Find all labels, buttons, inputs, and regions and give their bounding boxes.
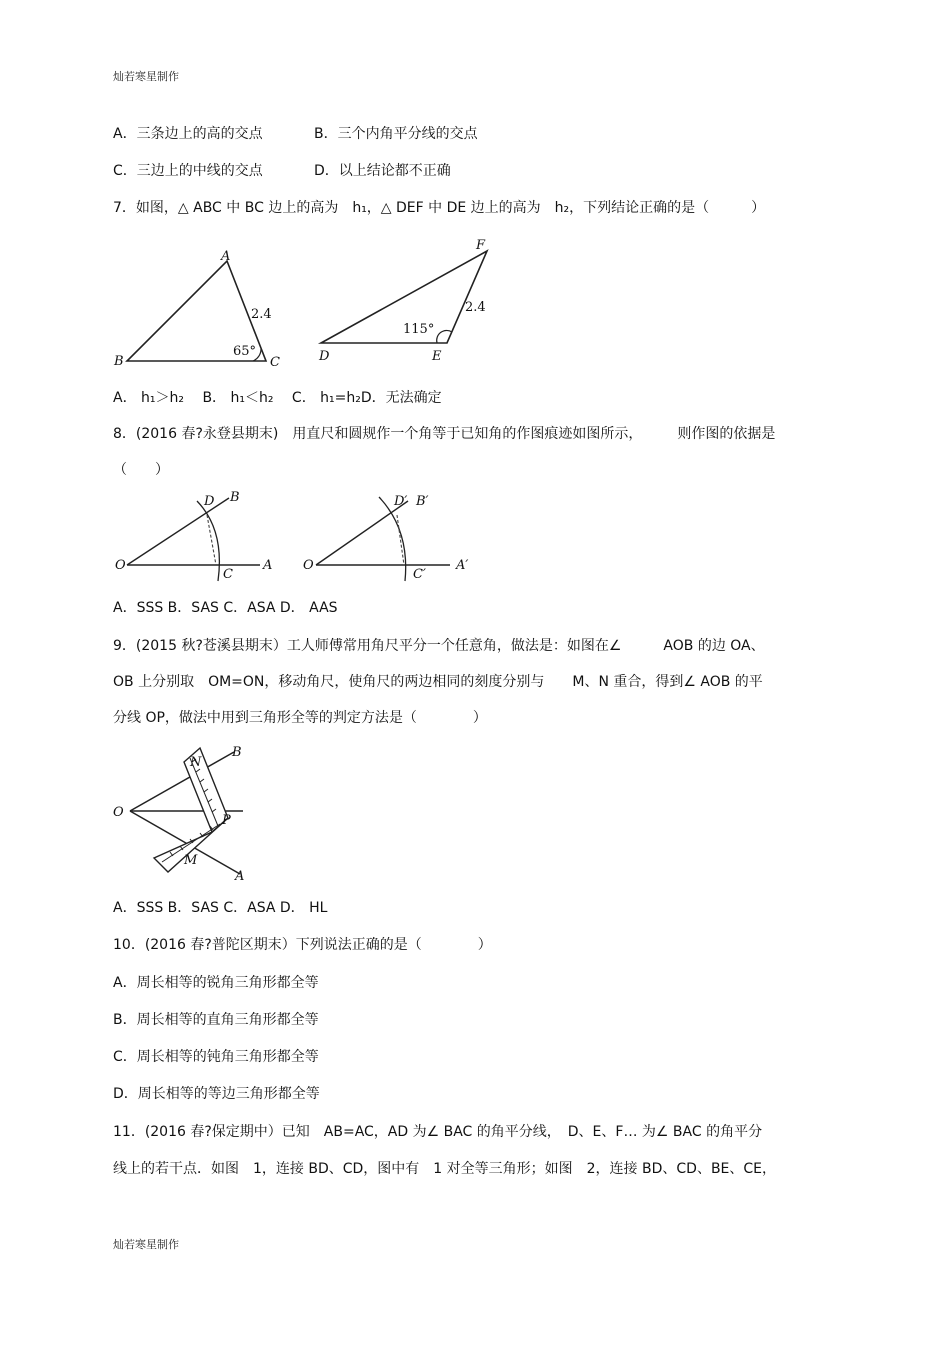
- q8-stem-line1: 8．(2016 春?永登县期末) 用直尺和圆规作一个角等于已知角的作图痕迹如图所示， 则作图的依据是: [113, 426, 776, 442]
- q8-label-o-prime: O: [303, 558, 314, 573]
- q7-label-d: D: [319, 349, 330, 364]
- q10-stem: 10．(2016 春?普陀区期末）下列说法正确的是（ ）: [113, 937, 492, 953]
- q6-option-a: A．三条边上的高的交点: [113, 126, 263, 142]
- q7-side-ef: 2.4: [465, 300, 486, 315]
- q9-label-m: M: [184, 853, 198, 868]
- q9-label-b: B: [232, 745, 242, 760]
- q10-option-a: A．周长相等的锐角三角形都全等: [113, 975, 319, 991]
- q7-label-f: F: [476, 238, 486, 253]
- q8-figure-copy: [300, 485, 490, 585]
- q7-stem: 7．如图，△ ABC 中 BC 边上的高为 h₁，△ DEF 中 DE 边上的高为 h₂，下列结论正确的是（ ）: [113, 200, 766, 216]
- q9-stem-line1: 9．(2015 秋?苍溪县期末）工人师傅常用角尺平分一个任意角，做法是：如图在∠ AOB 的边 OA、: [113, 638, 765, 654]
- q9-label-n: N: [190, 755, 202, 770]
- q7-options: A． h₁＞h₂ B． h₁＜h₂ C． h₁=h₂D．无法确定: [113, 390, 442, 406]
- q10-option-b: B．周长相等的直角三角形都全等: [113, 1012, 319, 1028]
- q7-label-c: C: [270, 355, 280, 370]
- q7-side-ac: 2.4: [251, 307, 272, 322]
- q8-label-o: O: [115, 558, 126, 573]
- q7-figure-abc: [110, 245, 290, 375]
- q9-stem-line3: 分线 OP，做法中用到三角形全等的判定方法是（ ）: [113, 710, 487, 726]
- q9-figure-angle-square: [110, 738, 270, 888]
- q8-stem-line2: （ ）: [113, 462, 169, 478]
- q9-options: A．SSS B．SAS C．ASA D． HL: [113, 900, 328, 916]
- q7-label-e: E: [432, 349, 442, 364]
- q10-option-c: C．周长相等的钝角三角形都全等: [113, 1049, 319, 1065]
- q8-label-b: B: [230, 490, 240, 505]
- q7-label-a: A: [221, 249, 231, 264]
- q9-label-p: P: [222, 813, 231, 828]
- q7-angle-c: 65°: [233, 344, 257, 359]
- q7-label-b: B: [114, 354, 124, 369]
- q8-figure-original: [110, 485, 290, 585]
- page-footer: 灿若寒星制作: [113, 1238, 179, 1251]
- q8-label-d-prime: D′: [394, 494, 408, 509]
- q9-stem-line2: OB 上分别取 OM=ON，移动角尺，使角尺的两边相同的刻度分别与 M、N 重合，得到∠ AOB 的平: [113, 674, 763, 690]
- q6-option-c: C．三边上的中线的交点: [113, 163, 263, 179]
- q9-label-o: O: [113, 805, 124, 820]
- q6-option-b: B．三个内角平分线的交点: [314, 126, 478, 142]
- q10-option-d: D．周长相等的等边三角形都全等: [113, 1086, 320, 1102]
- q8-label-c-prime: C′: [413, 567, 426, 582]
- q9-label-a: A: [235, 869, 245, 884]
- q8-label-d: D: [204, 494, 215, 509]
- q8-label-a: A: [263, 558, 273, 573]
- q11-stem-line2: 线上的若干点．如图 1，连接 BD、CD，图中有 1 对全等三角形；如图 2，连接 BD、CD、BE、CE，: [113, 1161, 777, 1177]
- q7-angle-e: 115°: [403, 322, 435, 337]
- page-header: 灿若寒星制作: [113, 70, 179, 83]
- q8-label-c: C: [223, 567, 233, 582]
- q8-label-b-prime: B′: [416, 494, 429, 509]
- q8-label-a-prime: A′: [456, 558, 469, 573]
- q11-stem-line1: 11．(2016 春?保定期中）已知 AB=AC，AD 为∠ BAC 的角平分线， D、E、F… 为∠ BAC 的角平分: [113, 1124, 763, 1140]
- q8-options: A．SSS B．SAS C．ASA D． AAS: [113, 600, 338, 616]
- q6-option-d: D．以上结论都不正确: [314, 163, 451, 179]
- q7-figure-def: [315, 235, 505, 365]
